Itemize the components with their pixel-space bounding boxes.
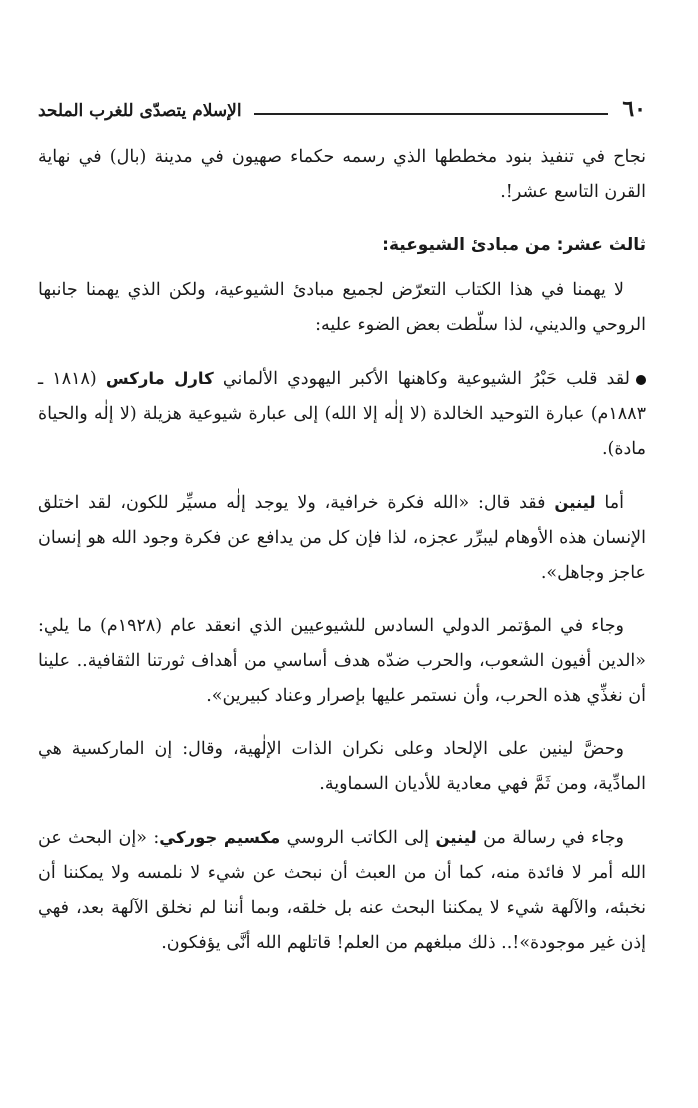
- name-lenin: لينين: [554, 493, 596, 512]
- text-run: : «إن البحث عن الله أمر لا فائدة منه، كما أن من العبث أن نبحث عن شيء لا نلمسه ولا يمكننا أن نخبئه، والآلهة شيء لا يمكننا البحث عنه بل خلقه، وبما أننا لم نخلق الآلهة بعد، فهي إذن غير موجودة»!.. ذلك مبلغهم من العلم! قاتلهم الله أنَّى يؤفكون.: [38, 828, 646, 953]
- paragraph-lenin-quote: [38, 485, 646, 591]
- header-rule: [254, 113, 609, 115]
- name-lenin: لينين: [435, 828, 477, 847]
- paragraph-gorky-letter: [38, 820, 646, 961]
- text-run: إلى الكاتب الروسي: [280, 828, 436, 848]
- section-heading: ثالث عشر: من مبادئ الشيوعية:: [382, 235, 646, 255]
- paragraph-marx: [38, 361, 646, 467]
- paragraph-intro: لا يهمنا في هذا الكتاب التعرّض لجميع مبادئ الشيوعية، ولكن الذي يهمنا جانبها الروحي والديني، لذا سلّطت بعض الضوء عليه:: [38, 280, 646, 335]
- text-run: (١٨١٨ ـ ١٨٨٣م) عبارة التوحيد الخالدة (لا إلٰه إلا الله) إلى عبارة شيوعية هزيلة (لا إلٰه والحياة مادة).: [38, 369, 646, 459]
- paragraph-lenin-atheism: وحضَّ لينين على الإلحاد وعلى نكران الذات الإلٰهية، وقال: إن الماركسية هي المادِّية، ومن ثَمَّ فهي معادية للأديان السماوية.: [38, 739, 646, 794]
- paragraph-congress: وجاء في المؤتمر الدولي السادس للشيوعيين الذي انعقد عام (١٩٢٨م) ما يلي: «الدين أفيون الشعوب، والحرب ضدّه هدف أساسي من أهداف ثورتنا الثقافية.. علينا أن نغذِّي هذه الحرب، وأن نستمر عليها بإصرار وعناد كبيرين».: [38, 616, 646, 706]
- text-run: لقد قلب حَبْرُ الشيوعية وكاهنها الأكبر اليهودي الألماني: [213, 369, 630, 389]
- running-title: الإسلام يتصدّى للغرب الملحد: [38, 101, 242, 121]
- paragraph-continuation: نجاح في تنفيذ بنود مخططها الذي رسمه حكماء صهيون في مدينة (بال) في نهاية القرن التاسع عشر!.: [38, 147, 646, 202]
- bullet-icon: [636, 375, 646, 385]
- name-marx: كارل ماركس: [105, 369, 214, 388]
- name-gorky: مكسيم جوركي: [159, 828, 281, 847]
- text-run: وجاء في رسالة من: [476, 828, 625, 848]
- page-body: [38, 140, 646, 979]
- text-run: فقد قال: «الله فكرة خرافية، ولا يوجد إلٰه مسيِّر للكون، لقد اختلق الإنسان هذه الأوهام ليبرِّر عجزه، لذا فإن كل من يدافع عن فكرة وجود الله هو إنسان عاجز وجاهل».: [38, 493, 646, 583]
- text-run: أما: [595, 493, 624, 513]
- page-header: [38, 88, 646, 120]
- page-number: ٦٠: [622, 96, 646, 122]
